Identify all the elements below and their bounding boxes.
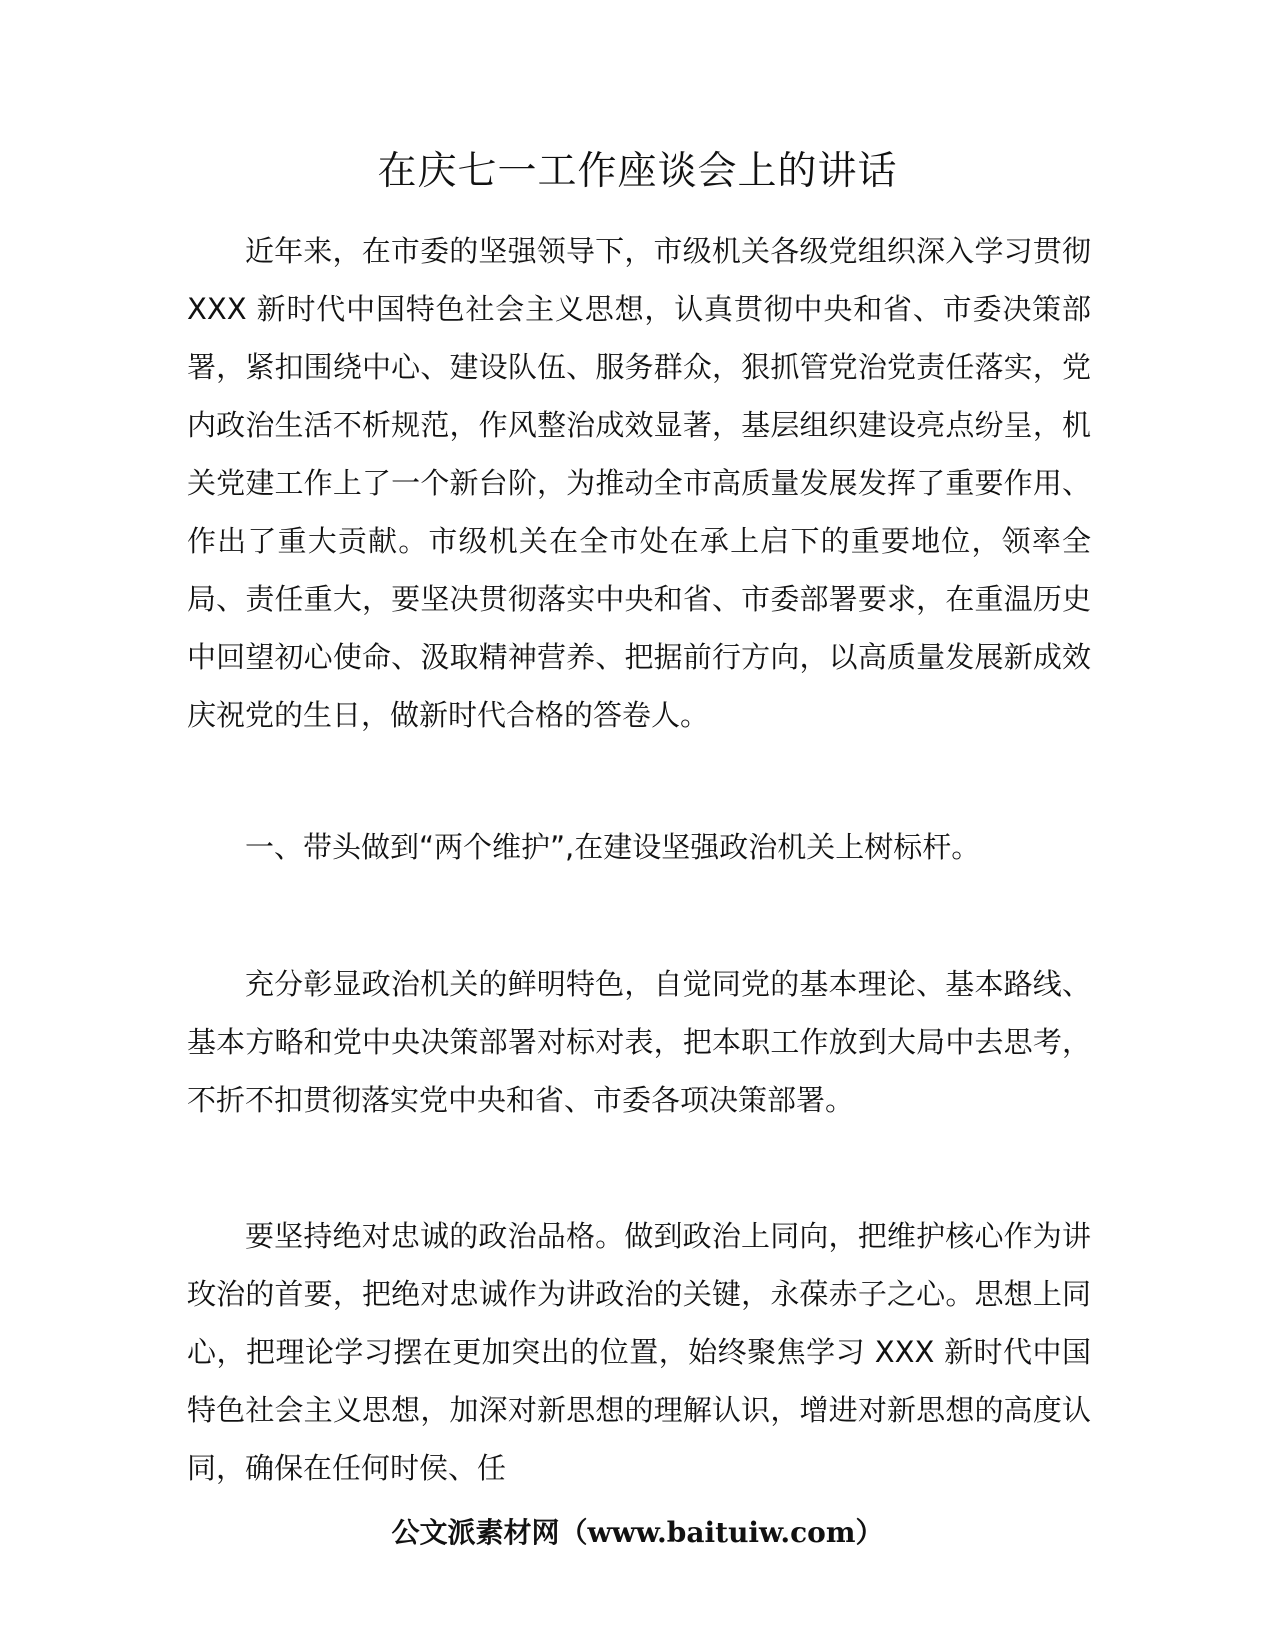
paragraph-loyalty: 要坚持绝对忠诚的政治品格。做到政治上同向，把维护核心作为讲玫治的首要，把绝对忠诚作为讲政治的关键，永葆赤子之心。思想上同心，把理论学习摆在更加突出的位置，始终聚焦学习 XXX 新时代中国特色社会主义思想，加深对新思想的理解认识，增进对新思想的高度认同，确保在任何时侯、任 [187,1219,1091,1485]
footer-watermark: 公文派素材网（www.baituiw.com） [391,1516,884,1549]
paragraph-intro: 近年来，在市委的坚强领导下，市级机关各级党组织深入学习贯彻 XXX 新时代中国特色社会主义思想，认真贯彻中央和省、市委决策部署，紧扣围绕中心、建设队伍、服务群众，狠抓管党治党责任落实，党内政治生活不析规范，作风整治成效显著，基层组织建设亮点纷呈，机关党建工作上了一个新台阶，为推动全市高质量发展发挥了重要作用、作出了重大贡献。市级机关在全市处在承上启下的重要地位，领率全局、责任重大，要坚决贯彻落实中央和省、市委部署要求，在重温历史中回望初心使命、汲取精神营养、把据前行方向，以高质量发展新成效庆祝党的生日，做新时代合格的答卷人。 [187,234,1091,732]
paragraph-political-features: 充分彰显政治机关的鲜明特色，自觉同党的基本理论、基本路线、基本方略和党中央决策部署对标对表，把本职工作放到大局中去思考，不折不扣贯彻落实党中央和省、市委各项决策部署。 [187,967,1091,1117]
page-title: 在庆七一工作座谈会上的讲话 [377,149,898,194]
section-heading-1: 一、带头做到“两个维护”,在建设坚强政治机关上树标杆。 [245,830,981,864]
